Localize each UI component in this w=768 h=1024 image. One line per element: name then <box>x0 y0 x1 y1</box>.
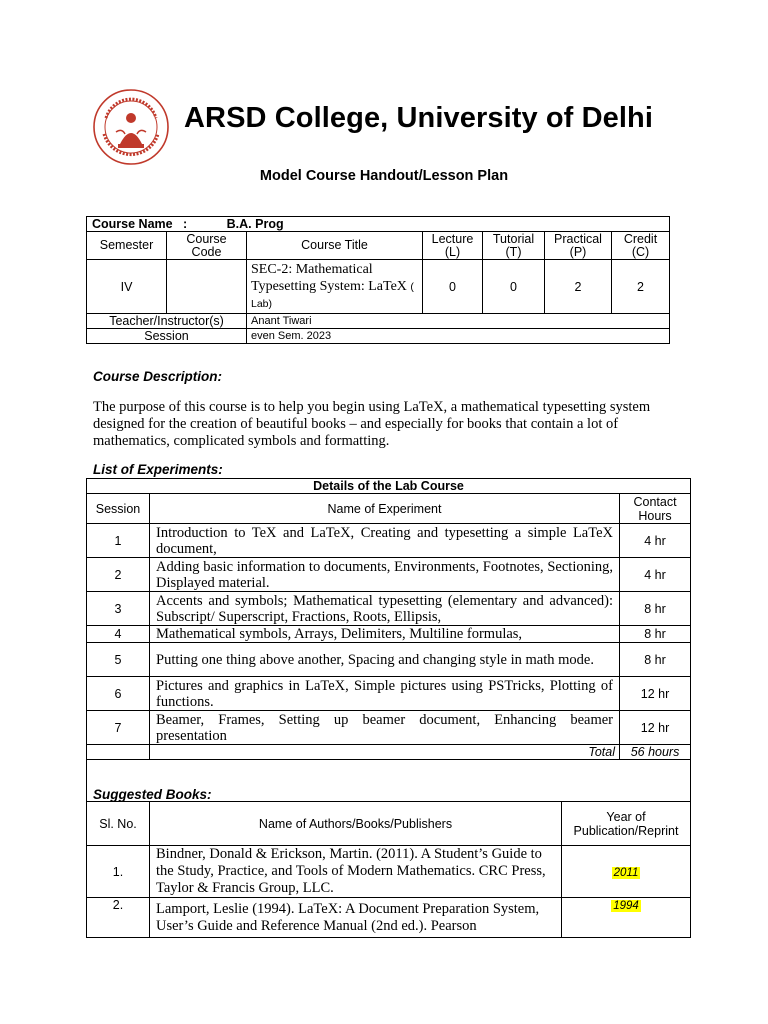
experiment-name: Pictures and graphics in LaTeX, Simple pictures using PSTricks, Plotting of functions. <box>150 677 620 711</box>
session-number: 4 <box>87 626 150 643</box>
experiment-name-header: Name of Experiment <box>150 494 620 524</box>
book-name-header: Name of Authors/Books/Publishers <box>150 802 562 846</box>
contact-hours: 8 hr <box>620 592 691 626</box>
table-row <box>87 558 691 592</box>
book-sl-no: 2. <box>87 898 150 938</box>
session-number: 5 <box>87 643 150 677</box>
table-row <box>87 524 691 558</box>
experiments-label: List of Experiments: <box>93 462 223 477</box>
lecture-header: Lecture (L) <box>423 232 483 260</box>
practical-value: 2 <box>545 260 612 314</box>
experiment-name: Beamer, Frames, Setting up beamer document, Enhancing beamer presentation <box>150 711 620 745</box>
contact-hours: 8 hr <box>620 626 691 643</box>
session-label: Session <box>87 329 247 344</box>
teacher-value: Anant Tiwari <box>247 314 670 329</box>
session-header: Session <box>87 494 150 524</box>
book-year-cell <box>562 898 691 938</box>
course-info-table <box>86 216 670 344</box>
year-header: Year of Publication/Reprint <box>562 802 691 846</box>
experiments-table <box>86 478 691 802</box>
experiment-name: Introduction to TeX and LaTeX, Creating and typesetting a simple LaTeX document, <box>150 524 620 558</box>
table-row <box>87 846 691 898</box>
book-sl-no: 1. <box>87 846 150 898</box>
credit-header: Credit (C) <box>612 232 670 260</box>
total-label: Total <box>150 745 620 760</box>
course-code-value <box>167 260 247 314</box>
book-year: 1994 <box>613 900 639 912</box>
lecture-value: 0 <box>423 260 483 314</box>
course-title-header: Course Title <box>247 232 423 260</box>
table-row <box>87 677 691 711</box>
total-value: 56 hours <box>620 745 691 760</box>
book-name: Lamport, Leslie (1994). LaTeX: A Document Preparation System, User’s Guide and Reference Manual (2nd ed.). Pearson <box>150 898 562 938</box>
books-table <box>86 801 691 938</box>
session-number: 3 <box>87 592 150 626</box>
experiment-name: Putting one thing above another, Spacing and changing style in math mode. <box>150 643 620 677</box>
sl-no-header: Sl. No. <box>87 802 150 846</box>
session-number: 7 <box>87 711 150 745</box>
handout-title: Model Course Handout/Lesson Plan <box>259 168 509 184</box>
semester-header: Semester <box>87 232 167 260</box>
experiment-name: Mathematical symbols, Arrays, Delimiters, Multiline formulas, <box>150 626 620 643</box>
contact-hours: 4 hr <box>620 558 691 592</box>
course-name-row <box>87 217 670 232</box>
table-row <box>87 626 691 643</box>
book-name: Bindner, Donald & Erickson, Martin. (2011). A Student’s Guide to the Study, Practice, and Tools of Modern Mathematics. CRC Press, Taylor & Francis Group, LLC. <box>150 846 562 898</box>
semester-value: IV <box>87 260 167 314</box>
session-number: 6 <box>87 677 150 711</box>
description-text: The purpose of this course is to help you begin using LaTeX, a mathematical typesetting system designed for the creation of beautiful books – and especially for books that contain a lot of mathematics, complicated symbols and formatting. <box>93 399 651 449</box>
tutorial-header: Tutorial (T) <box>483 232 545 260</box>
college-logo-icon <box>92 88 170 166</box>
practical-header: Practical (P) <box>545 232 612 260</box>
credit-value: 2 <box>612 260 670 314</box>
table-row <box>87 898 691 938</box>
session-number: 2 <box>87 558 150 592</box>
contact-hours: 4 hr <box>620 524 691 558</box>
table-row <box>87 643 691 677</box>
lab-course-title: Details of the Lab Course <box>87 479 691 494</box>
total-empty-cell <box>87 745 150 760</box>
course-code-header: Course Code <box>167 232 247 260</box>
course-title-value: SEC-2: Mathematical Typesetting System: LaTeX <box>251 262 407 294</box>
course-name-label: Course Name : <box>92 217 188 231</box>
description-label: Course Description: <box>93 369 223 384</box>
session-number: 1 <box>87 524 150 558</box>
course-name-value: B.A. Prog <box>226 217 284 231</box>
course-title-suffix: ( Lab) <box>251 281 414 310</box>
books-label: Suggested Books: <box>93 787 212 802</box>
experiment-name: Adding basic information to documents, Environments, Footnotes, Sectioning, Displayed material. <box>150 558 620 592</box>
tutorial-value: 0 <box>483 260 545 314</box>
experiment-name: Accents and symbols; Mathematical typesetting (elementary and advanced): Subscript/ Superscript, Fractions, Roots, Ellipsis, <box>150 592 620 626</box>
contact-hours: 8 hr <box>620 643 691 677</box>
book-year: 2011 <box>613 866 639 879</box>
course-title-cell <box>247 260 423 314</box>
contact-hours: 12 hr <box>620 677 691 711</box>
table-row <box>87 592 691 626</box>
contact-hours-header: Contact Hours <box>620 494 691 524</box>
table-row <box>87 711 691 745</box>
book-year-cell <box>562 846 691 898</box>
teacher-label: Teacher/Instructor(s) <box>87 314 247 329</box>
session-value: even Sem. 2023 <box>247 329 670 344</box>
contact-hours: 12 hr <box>620 711 691 745</box>
college-title: ARSD College, University of Delhi <box>184 102 653 134</box>
